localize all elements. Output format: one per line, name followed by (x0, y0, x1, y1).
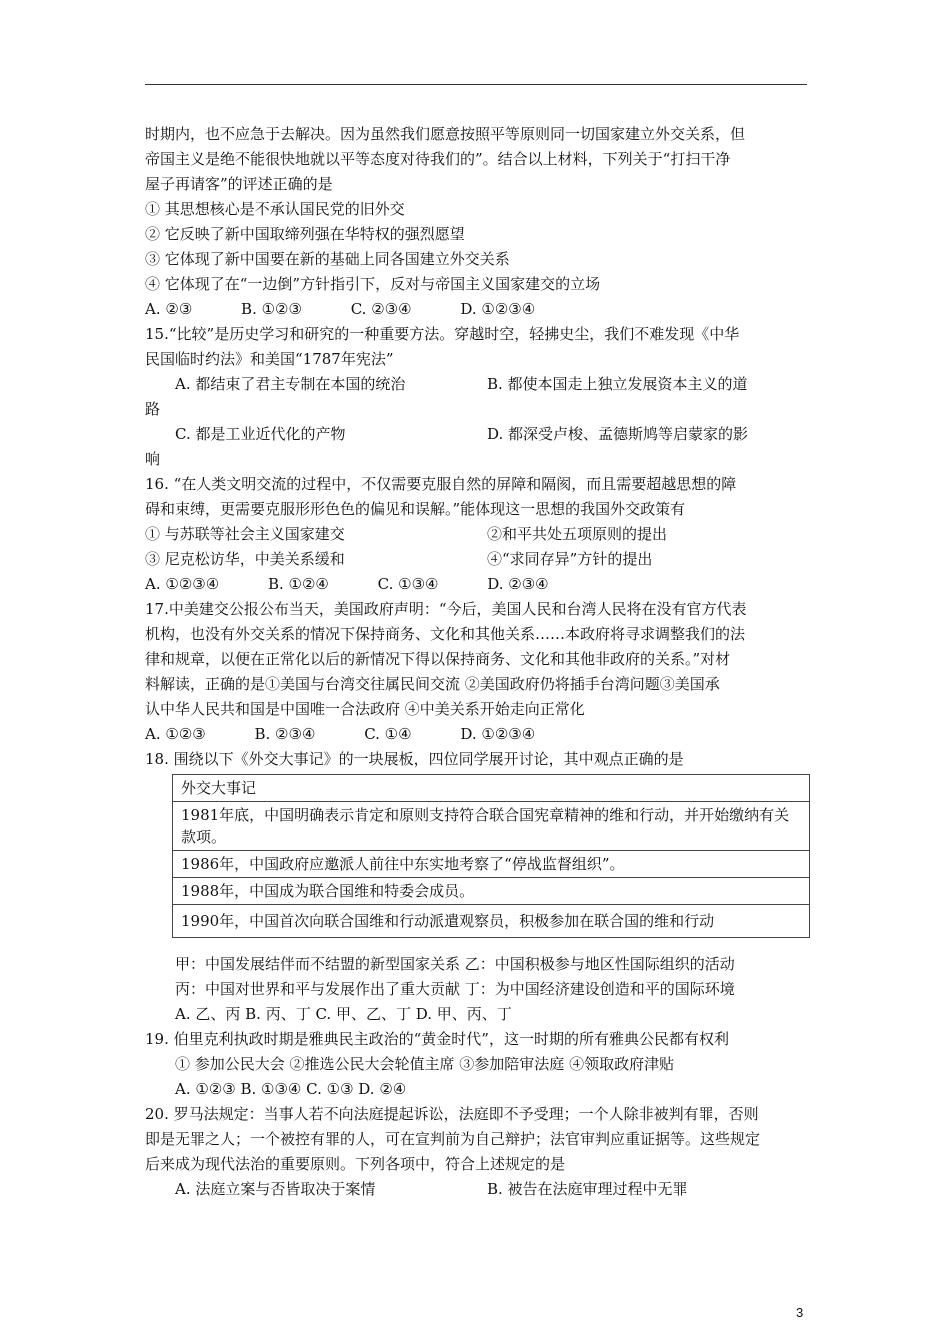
q15-option-c: C. 都是工业近代化的产物 (175, 425, 346, 443)
q17-stem: 机构，也没有外交关系的情况下保持商务、文化和其他关系……本政府将寻求调整我们的法 (145, 625, 746, 643)
q18-stem: 18. 围绕以下《外交大事记》的一块展板，四位同学展开讨论，其中观点正确的是 (145, 750, 684, 768)
question-16 (145, 472, 810, 597)
q20-stem: 20. 罗马法规定：当事人若不向法庭提起诉讼，法庭即不予受理；一个人除非被判有罪，否则 (145, 1105, 759, 1123)
q14-option-a: A. ②③ (145, 300, 193, 318)
question-20 (145, 1102, 810, 1202)
q19-stem: 19. 伯里克利执政时期是雅典民主政治的“黄金时代”，这一时期的所有雅典公民都有权利 (145, 1030, 729, 1048)
q14-line: 帝国主义是绝不能很快地就以平等态度对待我们的”。结合以上材料，下列关于“打扫干净 (145, 150, 731, 168)
q15-option-d-wrap: 响 (145, 450, 161, 468)
q14-options (145, 297, 810, 322)
q17-option-c: C. ①④ (364, 725, 412, 743)
question-14 (145, 122, 810, 322)
q17-options (145, 722, 810, 747)
q17-option-d: D. ①②③④ (460, 725, 536, 743)
q17-stem: 认中华人民共和国是中国唯一合法政府 ④中美关系开始走向正常化 (145, 700, 585, 718)
table-row (173, 775, 810, 802)
q14-option-c: C. ②③④ (350, 300, 412, 318)
table-row (173, 802, 810, 851)
q20-stem: 即是无罪之人；一个被控有罪的人，可在宣判前为自己辩护；法官审判应重证据等。这些规定 (145, 1130, 761, 1148)
q17-stem: 料解读，正确的是①美国与台湾交往属民间交流 ②美国政府仍将插手台湾问题③美国承 (145, 675, 720, 693)
event-cell: 1990年，中国首次向联合国维和行动派遣观察员，积极参加在联合国的维和行动 (173, 905, 810, 938)
q16-statement-3: ③ 尼克松访华，中美关系缓和 (145, 550, 345, 568)
q16-statement-4: ④“求同存异”方针的提出 (487, 550, 653, 568)
header-rule (145, 84, 807, 85)
question-19 (145, 1027, 810, 1102)
q17-stem: 17.中美建交公报公布当天，美国政府声明：“今后，美国人民和台湾人民将在没有官方代表 (145, 600, 747, 618)
event-cell: 1986年，中国政府应邀派人前往中东实地考察了“停战监督组织”。 (173, 851, 810, 878)
q16-stem: 16. “在人类文明交流的过程中，不仅需要克服自然的屏障和隔阂，而且需要超越思想的障 (145, 475, 737, 493)
q18-views: 甲：中国发展结伴而不结盟的新型国家关系 乙：中国积极参与地区性国际组织的活动 (175, 955, 735, 973)
q19-statements: ① 参加公民大会 ②推选公民大会轮值主席 ③参加陪审法庭 ④领取政府津贴 (175, 1055, 675, 1073)
table-row (173, 878, 810, 905)
q14-statement: ③ 它体现了新中国要在新的基础上同各国建立外交关系 (145, 250, 510, 268)
q14-statement: ④ 它体现了在“一边倒”方针指引下，反对与帝国主义国家建交的立场 (145, 275, 601, 293)
q16-statements-row (145, 547, 810, 572)
q16-option-b: B. ①②④ (267, 575, 329, 593)
q20-option-b: B. 被告在法庭审理过程中无罪 (487, 1180, 688, 1198)
q18-views: 丙：中国对世界和平与发展作出了重大贡献 丁：为中国经济建设创造和平的国际环境 (175, 980, 735, 998)
question-18 (145, 747, 810, 1027)
q15-options-row (145, 372, 810, 397)
q15-options-row (145, 422, 810, 447)
table-row (173, 905, 810, 938)
exam-content (145, 122, 810, 1202)
q14-statement: ① 其思想核心是不承认国民党的旧外交 (145, 200, 405, 218)
q15-option-d: D. 都深受卢梭、孟德斯鸠等启蒙家的影 (487, 425, 749, 443)
q19-options: A. ①②③ B. ①③④ C. ①③ D. ②④ (175, 1080, 407, 1098)
q17-option-a: A. ①②③ (145, 725, 206, 743)
q16-stem: 碍和束缚，更需要克服形形色色的偏见和误解。”能体现这一思想的我国外交政策有 (145, 500, 686, 518)
diplomacy-events-table (172, 774, 810, 938)
q16-statement-1: ① 与苏联等社会主义国家建交 (145, 525, 345, 543)
q16-options (145, 572, 810, 597)
q16-option-d: D. ②③④ (487, 575, 549, 593)
q15-stem: 15.“比较”是历史学习和研究的一种重要方法。穿越时空，轻拂史尘，我们不难发现《中华 (145, 325, 740, 343)
question-15 (145, 322, 810, 472)
q15-option-a: A. 都结束了君主专制在本国的统治 (175, 375, 406, 393)
q14-statement: ② 它反映了新中国取缔列强在华特权的强烈愿望 (145, 225, 465, 243)
question-17 (145, 597, 810, 747)
q14-option-b: B. ①②③ (241, 300, 302, 318)
q14-line: 时期内，也不应急于去解决。因为虽然我们愿意按照平等原则同一切国家建立外交关系，但 (145, 125, 746, 143)
q15-option-b: B. 都使本国走上独立发展资本主义的道 (487, 375, 748, 393)
q16-statement-2: ②和平共处五项原则的提出 (487, 525, 668, 543)
q20-stem: 后来成为现代法治的重要原则。下列各项中，符合上述规定的是 (145, 1155, 566, 1173)
table-row (173, 851, 810, 878)
event-cell: 1981年底，中国明确表示肯定和原则支持符合联合国宪章精神的维和行动，并开始缴纳有关款项。 (173, 802, 810, 851)
q18-options: A. 乙、丙 B. 丙、丁 C. 甲、乙、丁 D. 甲、丙、丁 (175, 1005, 512, 1023)
q14-option-d: D. ①②③④ (460, 300, 536, 318)
q17-stem: 律和规章，以便在正常化以后的新情况下得以保持商务、文化和其他非政府的关系。”对材 (145, 650, 731, 668)
q14-line: 屋子再请客”的评述正确的是 (145, 175, 333, 193)
q20-option-a: A. 法庭立案与否皆取决于案情 (175, 1180, 376, 1198)
q16-option-a: A. ①②③④ (145, 575, 220, 593)
q16-option-c: C. ①③④ (377, 575, 439, 593)
q15-option-b-wrap: 路 (145, 400, 161, 418)
q15-stem: 民国临时约法》和美国“1787年宪法” (145, 350, 394, 368)
event-cell: 1988年，中国成为联合国维和特委会成员。 (173, 878, 810, 905)
page-number: 3 (796, 1305, 804, 1320)
q16-statements-row (145, 522, 810, 547)
q20-options-row (145, 1177, 810, 1202)
q17-option-b: B. ②③④ (254, 725, 316, 743)
table-title: 外交大事记 (173, 775, 810, 802)
